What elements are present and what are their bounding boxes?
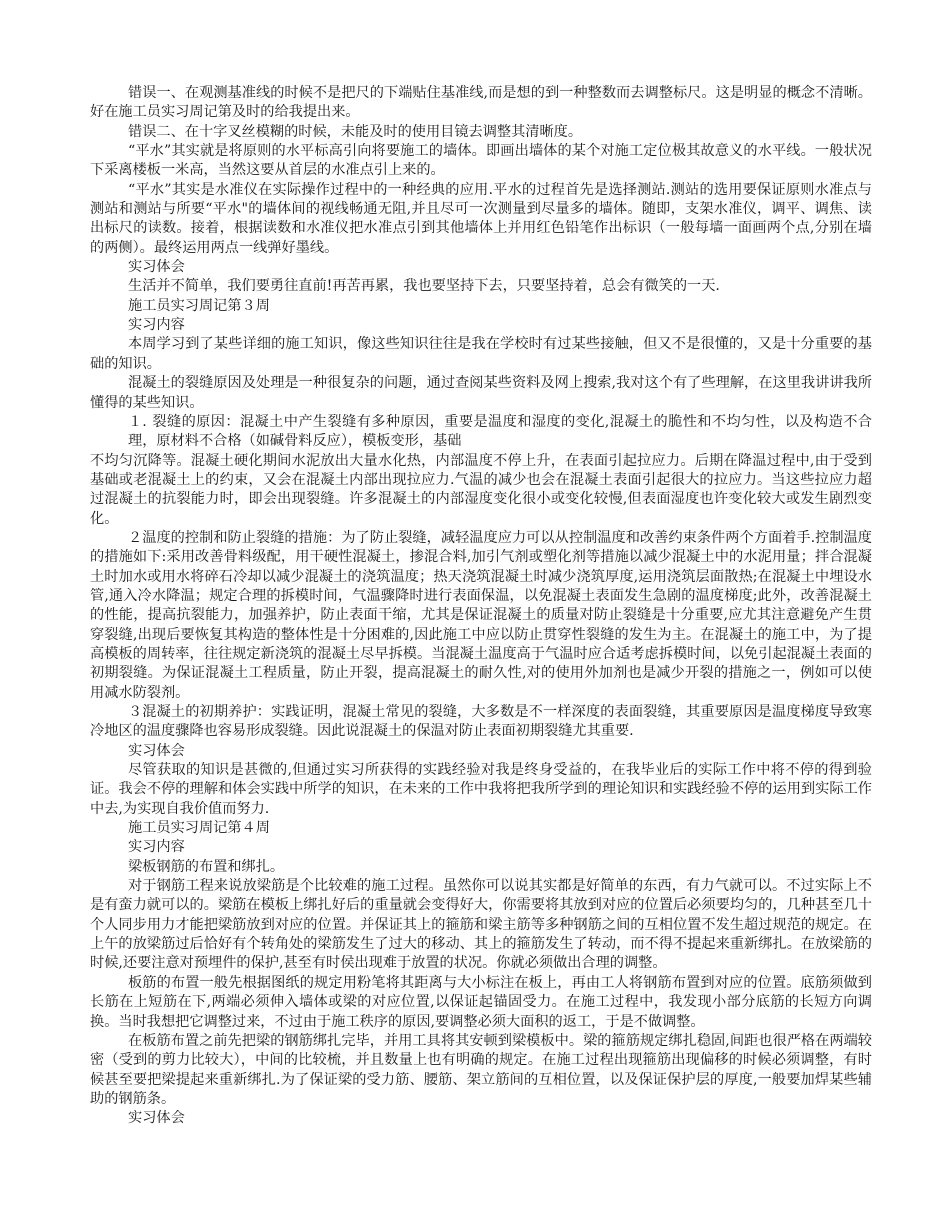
numbered-item <box>90 413 872 452</box>
paragraph: “平水”其实就是将原则的水平标高引向将要施工的墙体。即画出墙体的某个对施工定位极其故意义的水平线。一般状况下采离楼板一米高，当然这要从首层的水准点引上来的。 <box>90 143 872 179</box>
paragraph: ２温度的控制和防止裂缝的措施：为了防止裂缝，减轻温度应力可以从控制温度和改善约束条件两个方面着手.控制温度的措施如下:采用改善骨料级配，用干硬性混凝土，掺混合料,加引气剂或塑化剂等措施以减少混凝土中的水泥用量；拌合混凝土时加水或用水将碎石冷却以减少混凝土的浇筑温度；热天浇筑混凝土时减少浇筑厚度,运用浇筑层面散热;在混凝土中埋设水管,通入冷水降温；规定合理的拆模时间，气温骤降时进行表面保温，以免混凝土表面发生急剧的温度梯度;此外，改善混凝土的性能，提高抗裂能力，加强养护，防止表面干缩，尤其是保证混凝土的质量对防止裂缝是十分重要,应尤其注意避免产生贯穿裂缝,出现后要恢复其构造的整体性是十分困难的,因此施工中应以防止贯穿性裂缝的发生为主。在混凝土的施工中，为了提高模板的周转率，往往规定新浇筑的混凝土尽早拆模。当混凝土温度高于气温时应合适考虑拆模时间，以免引起混凝土表面的初期裂缝。为保证混凝土工程质量，防止开裂，提高混凝土的耐久性,对的使用外加剂也是减少开裂的措施之一，例如可以使用减水防裂剂。 <box>90 529 872 701</box>
paragraph: 错误二、在十字叉丝模糊的时候，未能及时的使用目镜去调整其清晰度。 <box>128 123 583 140</box>
paragraph: 错误一、在观测基准线的时候不是把尺的下端贴住基准线,而是想的到一种整数而去调整标尺。这是明显的概念不清晰。好在施工员实习周记第及时的给我提出来。 <box>90 85 872 121</box>
paragraph: 本周学习到了某些详细的施工知识，像这些知识往往是我在学校时有过某些接触，但又不是很懂的，又是十分重要的基础的知识。 <box>90 336 872 372</box>
paragraph: 不均匀沉降等。混凝土硬化期间水泥放出大量水化热，内部温度不停上升，在表面引起拉应力。后期在降温过程中,由于受到基础或老混凝土上的约束，又会在混凝土内部出现拉应力.气温的减少也会在混凝土表面引起很大的拉应力。当这些拉应力超过混凝土的抗裂能力时，即会出现裂缝。许多混凝土的内部湿度变化很小或变化较慢,但表面湿度也许变化较大或发生剧烈变化。 <box>90 452 872 527</box>
item-number: １. <box>128 413 147 430</box>
paragraph: 在板筋布置之前先把梁的钢筋绑扎完毕，并用工具将其安顿到梁模板中。梁的箍筋规定绑扎稳固,间距也很严格在两端较密（受到的剪力比较大），中间的比较梳，并且数量上也有明确的规定。在施工过程出现箍筋出现偏移的时候必须调整，有时候甚至要把梁提起来重新绑扎.为了保证梁的受力筋、腰筋、架立筋间的互相位置，以及保证保护层的厚度,一般要加焊某些辅助的钢筋条。 <box>90 1032 872 1107</box>
section-heading: 实习体会 <box>128 1110 185 1127</box>
paragraph: 尽管获取的知识是甚微的,但通过实习所获得的实践经验对我是终身受益的，在我毕业后的实际工作中将不停的得到验证。我会不停的理解和体会实践中所学的知识，在未来的工作中我将把我所学到的理论知识和实践经验不停的运用到实际工作中去,为实现自我价值而努力. <box>90 762 872 817</box>
paragraph: “平水”其实是水准仪在实际操作过程中的一种经典的应用.平水的过程首先是选择测站.测站的选用要保证原则水准点与测站和测站与所要“平水"的墙体间的视线畅通无阻,并且尽可一次测量到尽量多的墙体。随即，支架水准仪，调平、调焦、读出标尺的读数。接着，根据读数和水准仪把水准点引到其他墙体上并用红色铅笔作出标识（一般每墙一面画两个点,分别在墙的两侧）。最终运用两点一线弹好墨线。 <box>90 181 872 256</box>
section-heading: 实习内容 <box>128 317 185 334</box>
section-heading: 实习体会 <box>128 742 185 759</box>
section-heading: 实习体会 <box>128 259 185 276</box>
section-heading: 施工员实习周记第４周 <box>128 820 270 837</box>
paragraph: 对于钢筋工程来说放梁筋是个比较难的施工过程。虽然你可以说其实都是好简单的东西，有力气就可以。不过实际上不是有蛮力就可以的。梁筋在模板上绑扎好后的重量就会变得好大，你需要将其放到对应的位置后必须要均匀的，几种甚至几十个人同步用力才能把梁筋放到对应的位置。并保证其上的箍筋和梁主筋等多种钢筋之间的互相位置不发生超过规范的规定。在上午的放梁筋过后恰好有个转角处的梁筋发生了过大的移动、其上的箍筋发生了转动，而不得不提起来重新绑扎。在放梁筋的时候,还要注意对预埋件的保护,甚至有时侯出现难于放置的状况。你就必须做出合理的调整。 <box>90 878 872 972</box>
section-heading: 梁板钢筋的布置和绑扎。 <box>128 858 285 875</box>
item-text: 裂缝的原因：混凝土中产生裂缝有多种原因，重要是温度和湿度的变化,混凝土的脆性和不均匀性，以及构造不合理，原材料不合格（如碱骨料反应），模板变形，基础 <box>128 413 872 450</box>
section-heading: 实习内容 <box>128 839 185 856</box>
paragraph: 生活并不简单，我们要勇往直前!再苦再累，我也要坚持下去，只要坚持着，总会有微笑的一天. <box>128 278 720 295</box>
section-heading: 施工员实习周记第３周 <box>128 297 270 314</box>
paragraph: ３混凝土的初期养护：实践证明，混凝土常见的裂缝，大多数是不一样深度的表面裂缝，其重要原因是温度梯度导致寒冷地区的温度骤降也容易形成裂缝。因此说混凝土的保温对防止表面初期裂缝尤其重要. <box>90 704 872 740</box>
paragraph: 板筋的布置一般先根据图纸的规定用粉笔将其距离与大小标注在板上，再由工人将钢筋布置到对应的位置。底筋须做到长筋在上短筋在下,两端必须伸入墙体或梁的对应位置,以保证起锚固受力。在施工过程中，我发现小部分底筋的长短方向调换。当时我想把它调整过来，不过由于施工秩序的原因,要调整必须大面积的返工，于是不做调整。 <box>90 974 872 1030</box>
document-body <box>90 84 872 1129</box>
paragraph: 混凝土的裂缝原因及处理是一种很复杂的问题，通过查阅某些资料及网上搜索,我对这个有了些理解，在这里我讲讲我所懂得的某些知识。 <box>90 375 872 411</box>
